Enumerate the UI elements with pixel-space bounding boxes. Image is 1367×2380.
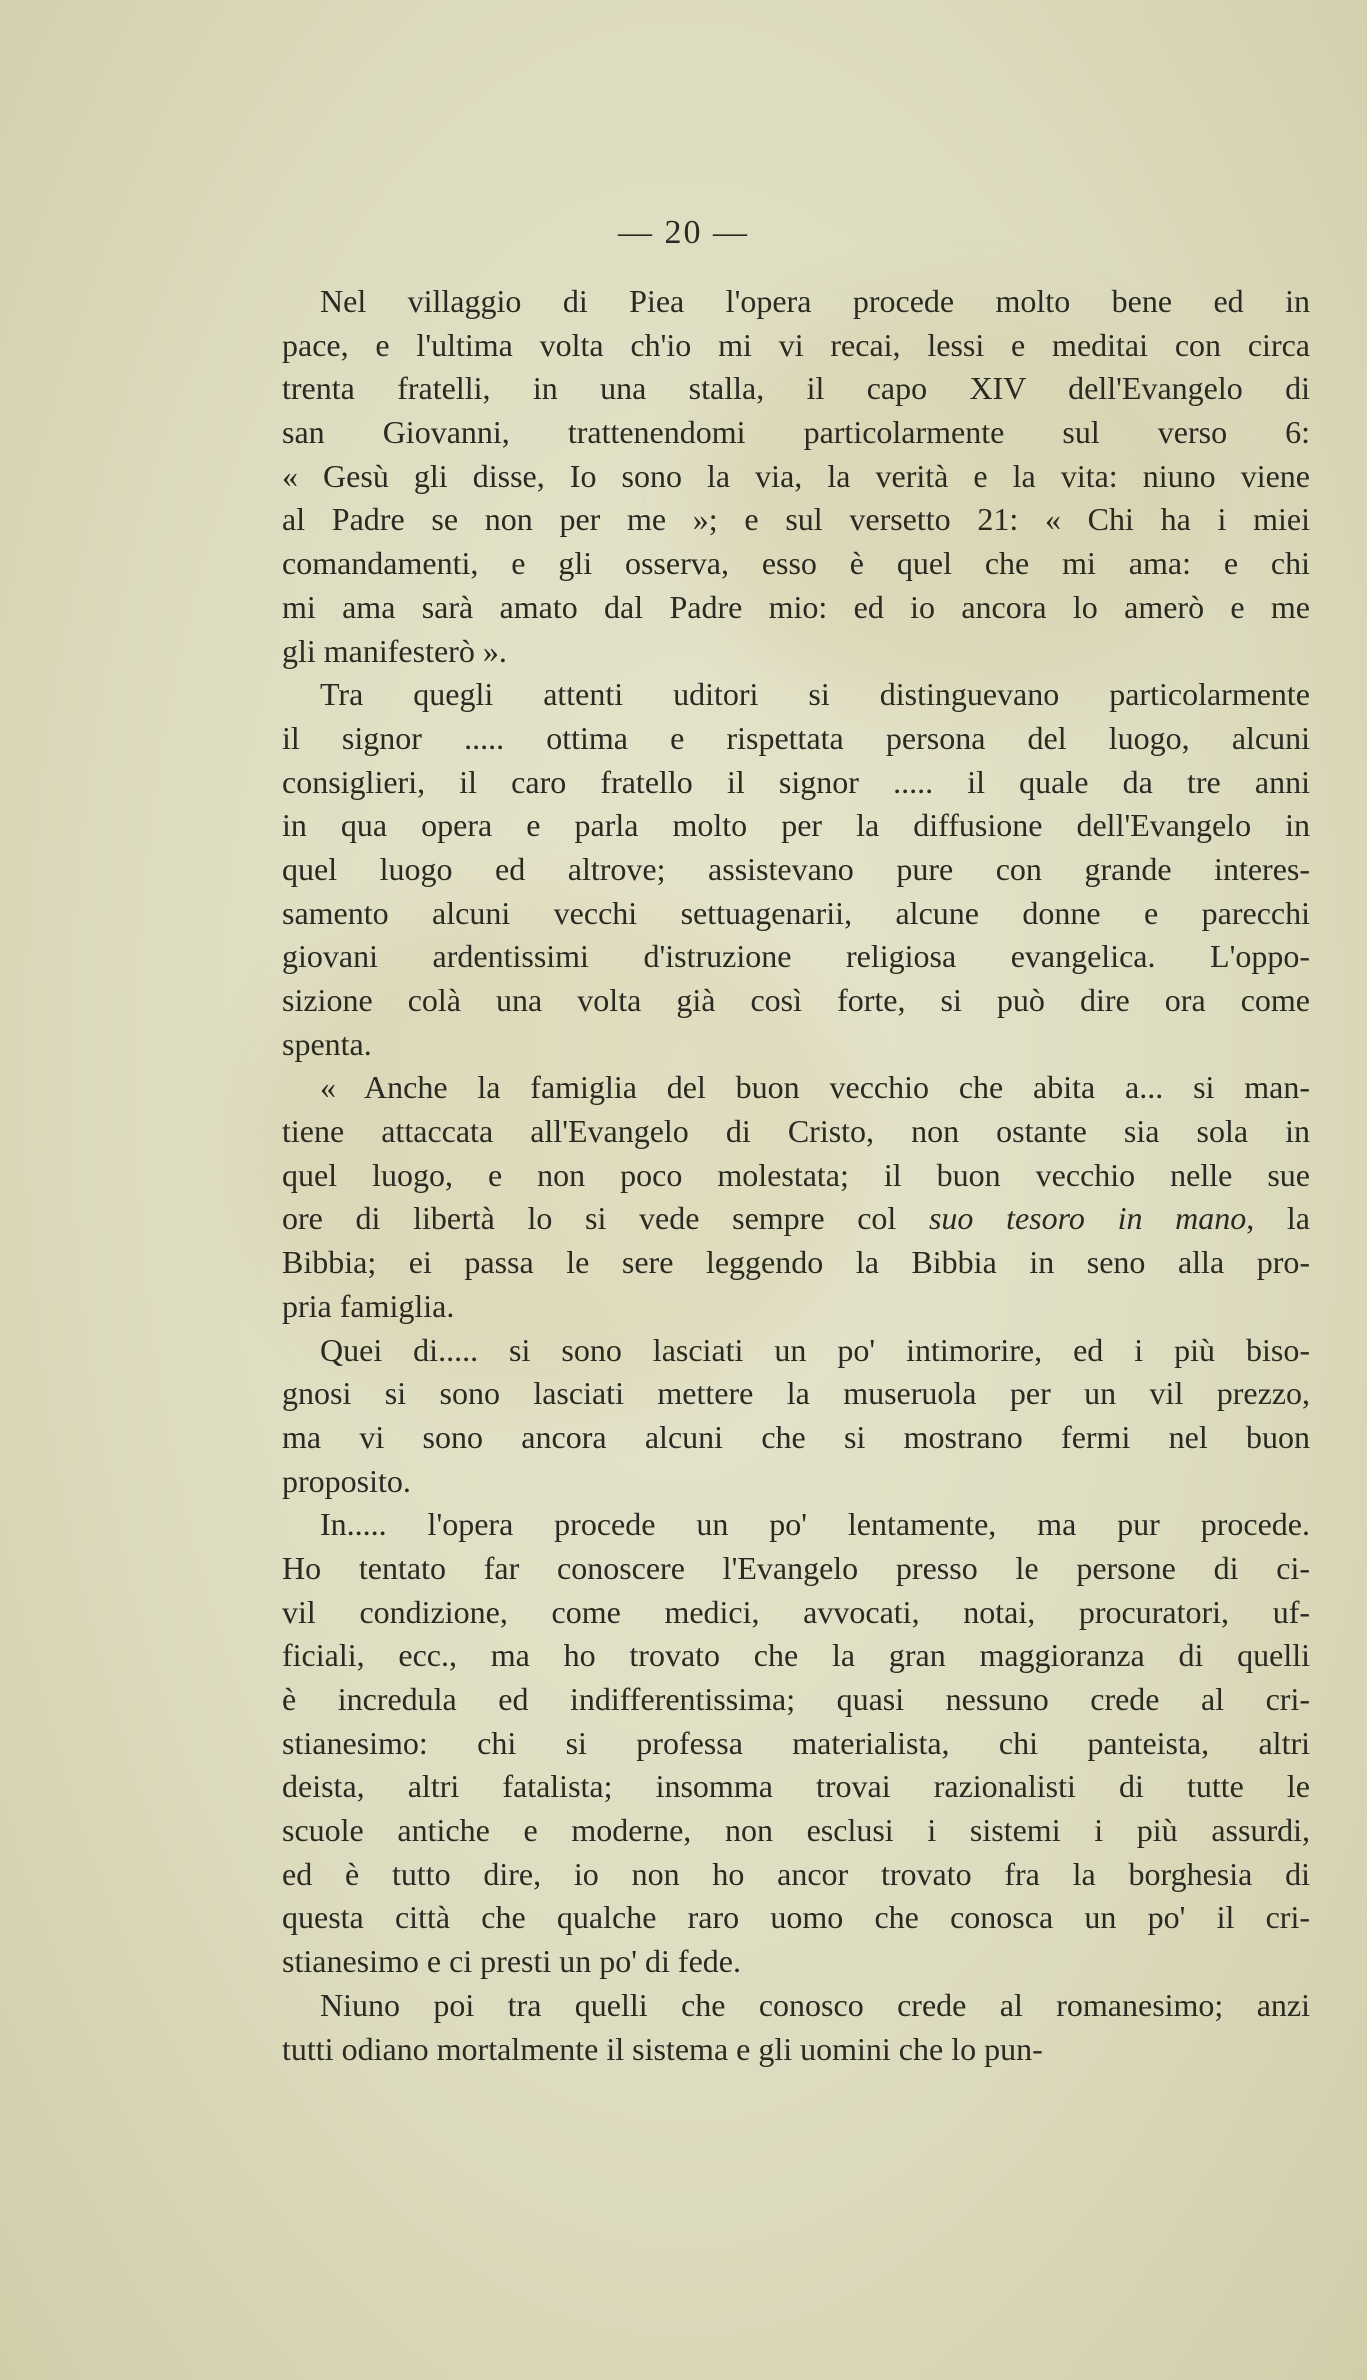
- text-line: consiglieri, il caro fratello il signor ..... il quale da tre anni: [282, 763, 1310, 800]
- text-line: comandamenti, e gli osserva, esso è quel che mi ama: e chi: [282, 545, 1310, 582]
- text-line: In..... l'opera procede un po' lentamente, ma pur procede.: [320, 1506, 1310, 1543]
- text-line: tiene attaccata all'Evangelo di Cristo, non ostante sia sola in: [282, 1113, 1310, 1150]
- text-line: gli manifesterò ».: [282, 632, 507, 669]
- paragraph: [282, 1329, 1310, 1504]
- text-line: gnosi si sono lasciati mettere la museruola per un vil prezzo,: [282, 1375, 1310, 1412]
- text-line: scuole antiche e moderne, non esclusi i sistemi i più assurdi,: [282, 1812, 1310, 1849]
- text-line: questa città che qualche raro uomo che conosca un po' il cri-: [282, 1899, 1310, 1936]
- paragraph: [282, 1503, 1310, 1984]
- text-line: al Padre se non per me »; e sul versetto 21: « Chi ha i miei: [282, 501, 1310, 538]
- text-line: è incredula ed indifferentissima; quasi nessuno crede al cri-: [282, 1681, 1310, 1717]
- text-line: quel luogo, e non poco molestata; il buon vecchio nelle sue: [282, 1156, 1310, 1193]
- text-line: spenta.: [282, 1025, 372, 1062]
- text-line: mi ama sarà amato dal Padre mio: ed io ancora lo amerò e me: [282, 588, 1310, 625]
- paragraph: [282, 280, 1310, 673]
- text-line: samento alcuni vecchi settuagenarii, alcune donne e parecchi: [282, 894, 1310, 931]
- paragraph: [282, 1984, 1310, 2071]
- text-line: quel luogo ed altrove; assistevano pure con grande interes-: [282, 850, 1310, 887]
- text-line: stianesimo: chi si professa materialista, chi panteista, altri: [282, 1724, 1310, 1761]
- italic-text: suo tesoro in mano: [928, 1200, 1247, 1237]
- page-number: — 20 —: [618, 214, 749, 251]
- text-segment: ore di libertà lo si vede sempre col: [282, 1200, 929, 1237]
- text-line: il signor ..... ottima e rispettata persona del luogo, alcuni: [282, 719, 1310, 756]
- text-line: Bibbia; ei passa le sere leggendo la Bibbia in seno alla pro-: [282, 1244, 1310, 1281]
- text-line: Ho tentato far conoscere l'Evangelo presso le persone di ci-: [282, 1549, 1310, 1586]
- text-line: ed è tutto dire, io non ho ancor trovato fra la borghesia di: [282, 1855, 1310, 1892]
- text-line: « Anche la famiglia del buon vecchio che abita a... si man-: [320, 1069, 1310, 1106]
- text-line: sizione colà una volta già così forte, si può dire ora come: [282, 982, 1310, 1018]
- text-line: [282, 1197, 1310, 1241]
- text-line: proposito.: [282, 1462, 411, 1499]
- text-line: stianesimo e ci presti un po' di fede.: [282, 1943, 741, 1980]
- text-line: Quei di..... si sono lasciati un po' intimorire, ed i più biso-: [320, 1331, 1310, 1368]
- paragraph: [282, 673, 1310, 1066]
- text-line: deista, altri fatalista; insomma trovai razionalisti di tutte le: [282, 1768, 1310, 1805]
- text-line: ficiali, ecc., ma ho trovato che la gran maggioranza di quelli: [282, 1637, 1310, 1674]
- text-line: giovani ardentissimi d'istruzione religiosa evangelica. L'oppo-: [282, 938, 1310, 975]
- text-line: pria famiglia.: [282, 1287, 455, 1324]
- text-line: Niuno poi tra quelli che conosco crede al romanesimo; anzi: [320, 1986, 1310, 2023]
- text-line: in qua opera e parla molto per la diffusione dell'Evangelo in: [282, 807, 1310, 844]
- text-line: pace, e l'ultima volta ch'io mi vi recai, lessi e meditai con circa: [282, 326, 1310, 363]
- text-line: Tra quegli attenti uditori si distinguevano particolarmente: [320, 676, 1310, 713]
- text-line: ma vi sono ancora alcuni che si mostrano fermi nel buon: [282, 1418, 1310, 1455]
- body-text: [282, 280, 1310, 2071]
- text-line: « Gesù gli disse, Io sono la via, la verità e la vita: niuno viene: [282, 457, 1310, 494]
- text-line: Nel villaggio di Piea l'opera procede molto bene ed in: [320, 283, 1310, 319]
- text-line: san Giovanni, trattenendomi particolarmente sul verso 6:: [282, 414, 1310, 451]
- paragraph: [282, 1066, 1310, 1328]
- text-line: trenta fratelli, in una stalla, il capo XIV dell'Evangelo di: [282, 370, 1310, 407]
- text-segment: , la: [1246, 1200, 1311, 1237]
- text-line: vil condizione, come medici, avvocati, notai, procuratori, uf-: [282, 1593, 1310, 1630]
- text-line: tutti odiano mortalmente il sistema e gli uomini che lo pun-: [282, 2030, 1043, 2067]
